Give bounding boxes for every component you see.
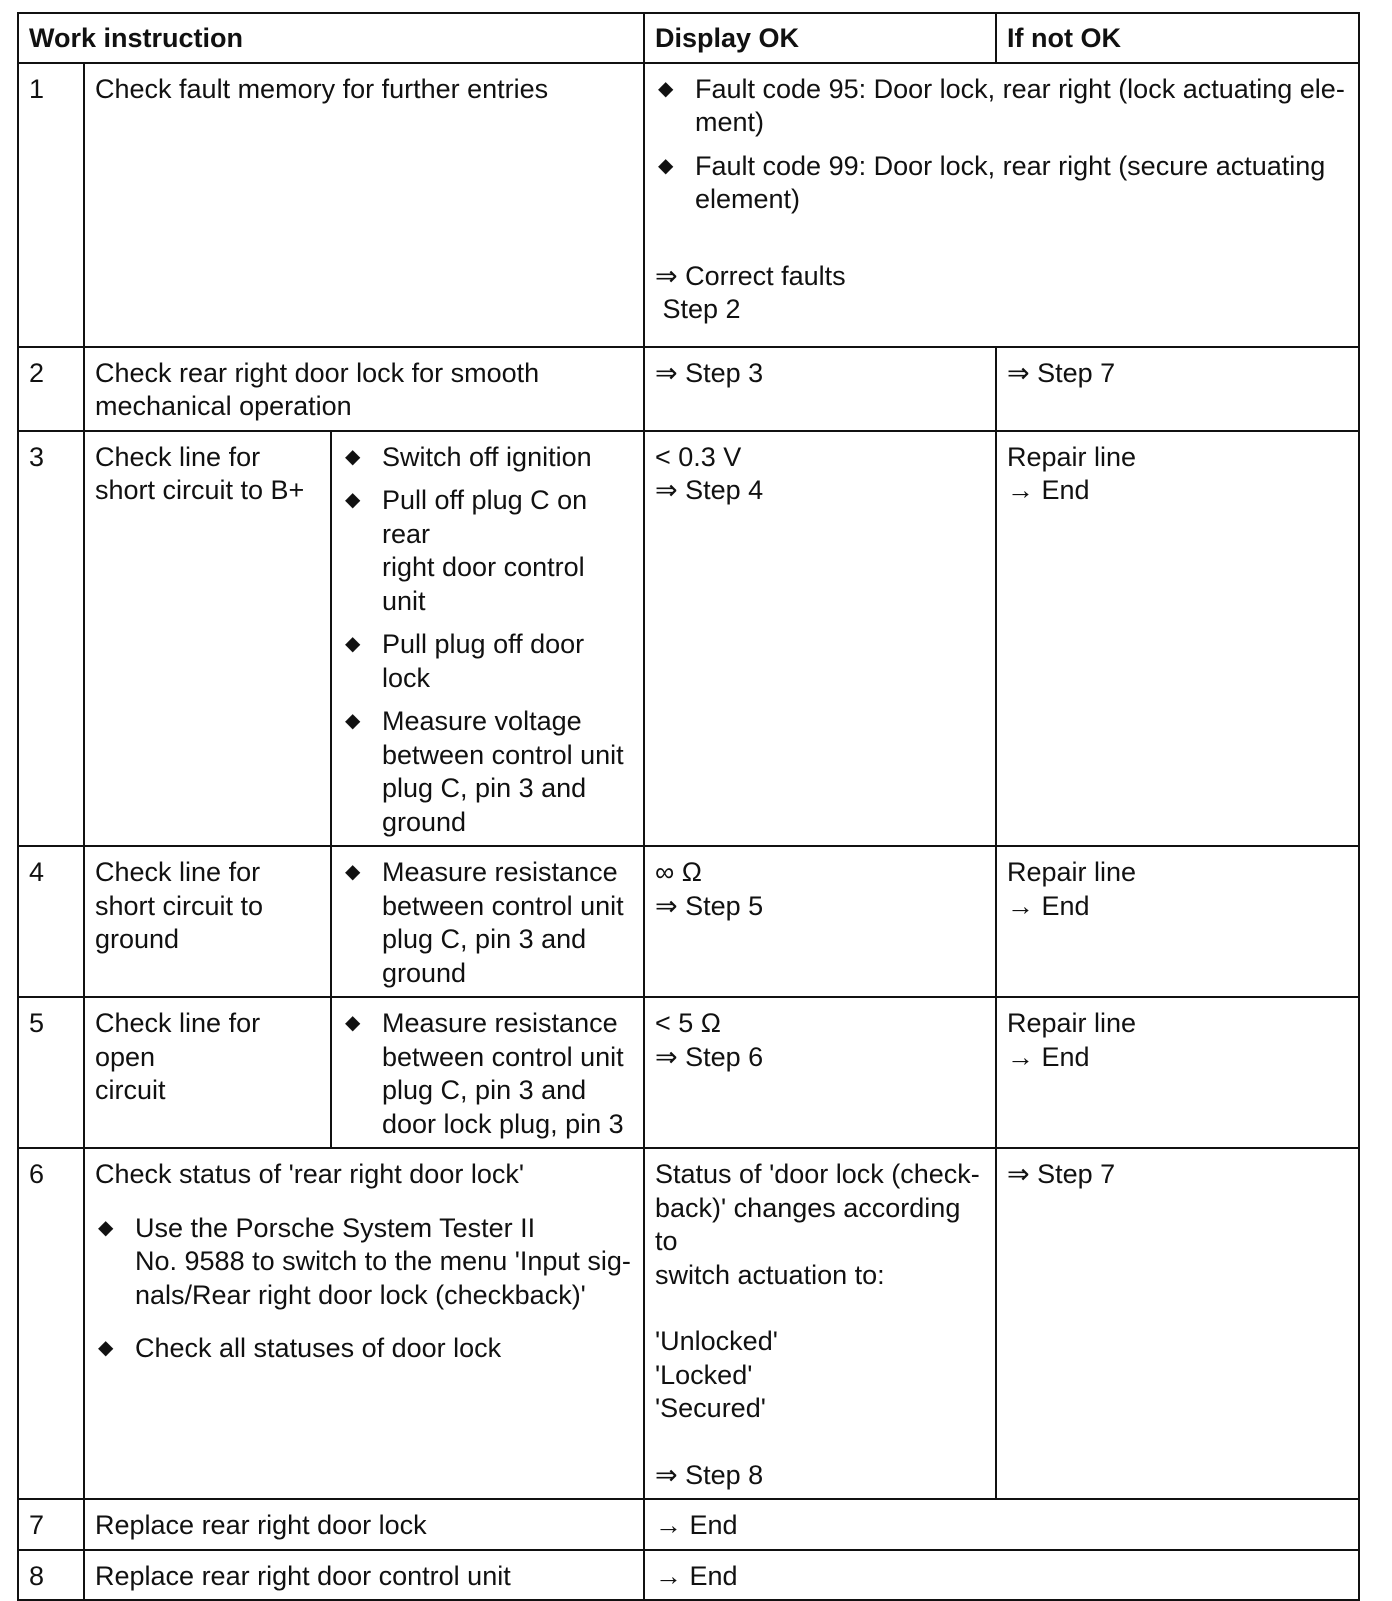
header-if-not-ok: If not OK (996, 13, 1359, 63)
bullet-text: Use the Porsche System Tester II No. 9588 to switch to the menu 'Input sig- nals/Rear right door lock (checkback)' (135, 1212, 631, 1310)
not-ok-cell: ⇒ Step 7 (996, 1148, 1359, 1499)
bullet-text: Fault code 95: Door lock, rear right (lock actuating ele- ment) (695, 73, 1345, 137)
step-instruction: Check line for open circuit (84, 997, 331, 1148)
step-number: 2 (18, 347, 84, 431)
list-item (342, 1007, 633, 1141)
step-actions (331, 431, 644, 847)
bullet-text: Measure voltage between control unit plug C, pin 3 and ground (382, 706, 624, 837)
step-number: 1 (18, 63, 84, 347)
header-work-instruction: Work instruction (18, 13, 644, 63)
table-row (18, 63, 1359, 347)
list-item (342, 856, 633, 990)
display-step: ⇒ Step 8 (655, 1459, 764, 1490)
bullet-text: Check all statuses of door lock (135, 1333, 502, 1363)
table-row (18, 846, 1359, 997)
not-ok-cell: Repair line → End (996, 431, 1359, 847)
bullet-diamond-icon: ◆ (345, 1012, 361, 1034)
bullet-text: Measure resistance between control unit plug C, pin 3 and ground (382, 857, 624, 988)
list-item (342, 441, 633, 475)
step-actions (331, 846, 644, 997)
bullet-diamond-icon: ◆ (658, 77, 674, 100)
step-instruction: Check line for short circuit to ground (84, 846, 331, 997)
table-row (18, 347, 1359, 431)
bullet-diamond-icon: ◆ (345, 489, 361, 511)
bullet-diamond-icon: ◆ (98, 1337, 114, 1359)
list-item (655, 150, 1348, 217)
display-ok-cell: → End (644, 1499, 1359, 1550)
bullet-text: Pull off plug C on rear right door control unit (382, 485, 588, 616)
step-instruction: Check line for short circuit to B+ (84, 431, 331, 847)
bullet-diamond-icon: ◆ (345, 633, 361, 655)
bullet-text: Measure resistance between control unit plug C, pin 3 and door lock plug, pin 3 (382, 1008, 624, 1139)
display-ok-cell (644, 63, 1359, 347)
step-number: 8 (18, 1550, 84, 1601)
header-row (18, 13, 1359, 63)
step-number: 4 (18, 846, 84, 997)
display-ok-cell: → End (644, 1550, 1359, 1601)
bullet-diamond-icon: ◆ (345, 445, 361, 468)
list-item (342, 628, 633, 695)
step-instruction: Check fault memory for further entries (84, 63, 644, 347)
list-item (655, 73, 1348, 140)
not-ok-cell: ⇒ Step 7 (996, 347, 1359, 431)
step-instruction: Replace rear right door control unit (84, 1550, 644, 1601)
step-instruction: Check status of 'rear right door lock' (95, 1159, 524, 1189)
bullet-diamond-icon: ◆ (98, 1216, 114, 1239)
step-number: 3 (18, 431, 84, 847)
list-item (342, 484, 633, 618)
display-ok-cell: ⇒ Step 3 (644, 347, 996, 431)
step-instruction-cell (84, 1148, 644, 1499)
bullet-diamond-icon: ◆ (345, 710, 361, 732)
not-ok-cell: Repair line → End (996, 846, 1359, 997)
step-number: 7 (18, 1499, 84, 1550)
display-ok-cell: ∞ Ω ⇒ Step 5 (644, 846, 996, 997)
bullet-diamond-icon: ◆ (345, 861, 361, 883)
display-states: 'Unlocked' 'Locked' 'Secured' (655, 1326, 778, 1423)
list-item (95, 1332, 633, 1366)
bullet-text: Pull plug off door lock (382, 629, 585, 693)
list-item (342, 705, 633, 839)
bullet-diamond-icon: ◆ (658, 154, 674, 177)
display-line: ⇒ Correct faults (655, 260, 846, 291)
bullet-text: Fault code 99: Door lock, rear right (secure actuating element) (695, 150, 1326, 214)
step-number: 6 (18, 1148, 84, 1499)
display-ok-cell: < 0.3 V ⇒ Step 4 (644, 431, 996, 847)
step-actions (331, 997, 644, 1148)
table-row (18, 1550, 1359, 1601)
list-item (95, 1212, 633, 1313)
display-ok-cell: < 5 Ω ⇒ Step 6 (644, 997, 996, 1148)
display-intro: Status of 'door lock (check- back)' changes according to switch actuation to: (655, 1159, 980, 1290)
table-row (18, 431, 1359, 847)
display-ok-cell (644, 1148, 996, 1499)
not-ok-cell: Repair line → End (996, 997, 1359, 1148)
bullet-text: Switch off ignition (382, 441, 592, 472)
header-display-ok: Display OK (644, 13, 996, 63)
display-line: Step 2 (655, 294, 741, 324)
step-instruction: Replace rear right door lock (84, 1499, 644, 1550)
table-row (18, 1499, 1359, 1550)
table-row (18, 997, 1359, 1148)
work-instruction-table (17, 12, 1360, 1601)
table-row (18, 1148, 1359, 1499)
step-number: 5 (18, 997, 84, 1148)
step-instruction: Check rear right door lock for smooth mechanical operation (84, 347, 644, 431)
